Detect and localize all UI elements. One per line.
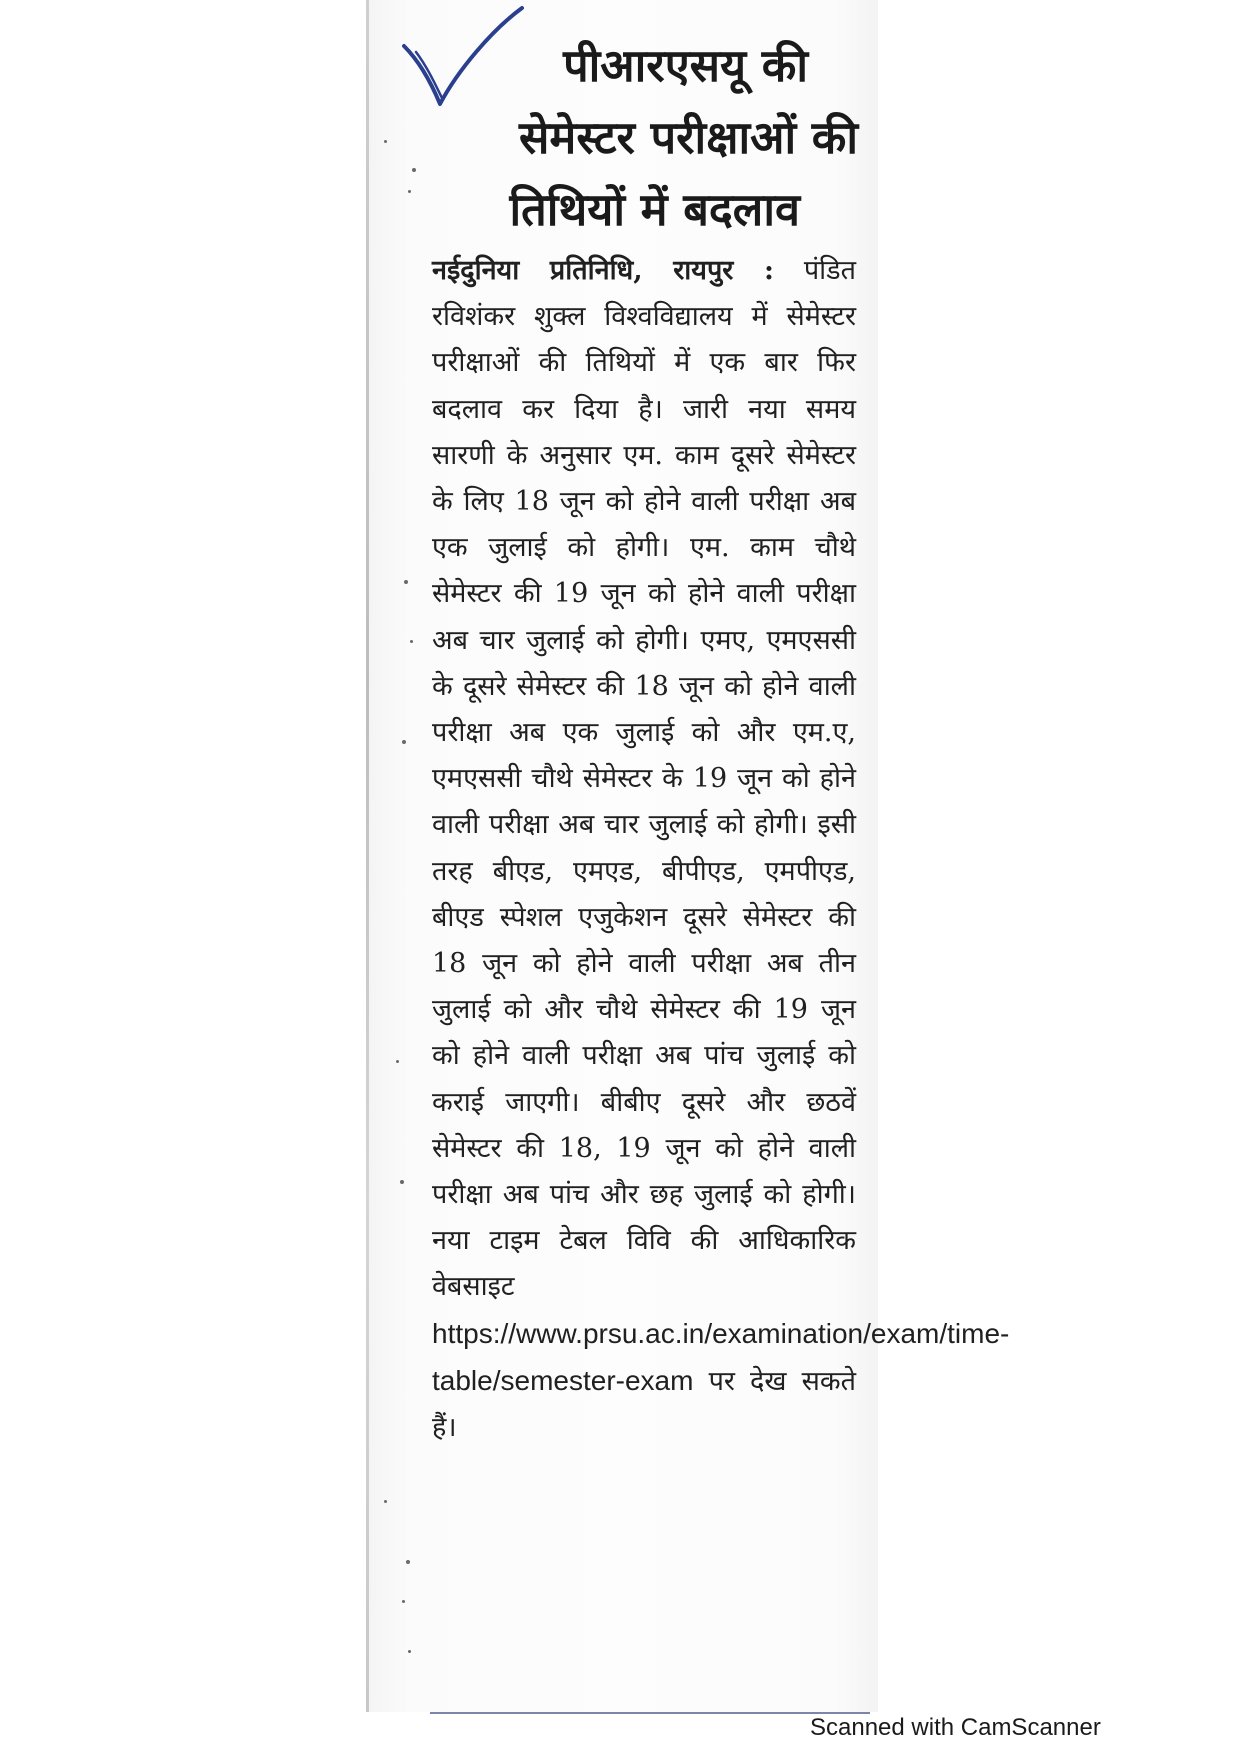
bottom-rule [430, 1712, 870, 1714]
article-headline [418, 30, 868, 246]
headline-line-1: पीआरएसयू की [563, 39, 808, 92]
headline-line-2: सेमेस्टर परीक्षाओं की [519, 111, 858, 164]
article-body [432, 248, 1010, 1451]
byline: नईदुनिया प्रतिनिधि, रायपुर : [432, 255, 774, 286]
headline-line-3: तिथियों में बदलाव [509, 183, 800, 236]
scanner-watermark: Scanned with CamScanner [810, 1714, 1101, 1741]
body-text: पंडित रविशंकर शुक्ल विश्वविद्यालय में सेमेस्टर परीक्षाओं की तिथियों में एक बार फिर बदलाव कर दिया है। जारी नया समय सारणी के अनुसार एम. काम दूसरे सेमेस्टर के लिए 18 जून को होने वाली परीक्षा अब एक जुलाई को होगी। एम. काम चौथे सेमेस्टर की 19 जून को होने वाली परीक्षा अब चार जुलाई को होगी। एमए, एमएससी के दूसरे सेमेस्टर की 18 जून को होने वाली परीक्षा अब एक जुलाई को और एम.ए, एमएससी चौथे सेमेस्टर के 19 जून को होने वाली परीक्षा अब चार जुलाई को होगी। इसी तरह बीएड, एमएड, बीपीएड, एमपीएड, बीएड स्पेशल एजुकेशन दूसरे सेमेस्टर की 18 जून को होने वाली परीक्षा अब तीन जुलाई को और चौथे सेमेस्टर की 19 जून को होने वाली परीक्षा अब पांच जुलाई को कराई जाएगी। बीबीए दूसरे और छठवें सेमेस्टर की 18, 19 जून को होने वाली परीक्षा अब पांच और छह जुलाई को होगी। नया टाइम टेबल विवि की आधिकारिक वेबसाइट [432, 255, 857, 1303]
website-url: https://www.prsu.ac.in/examination/exam/time-table/semester-exam [432, 1317, 1010, 1396]
closing-text: पर देख सकते हैं। [432, 1365, 856, 1444]
clipping-edge [366, 0, 369, 1712]
